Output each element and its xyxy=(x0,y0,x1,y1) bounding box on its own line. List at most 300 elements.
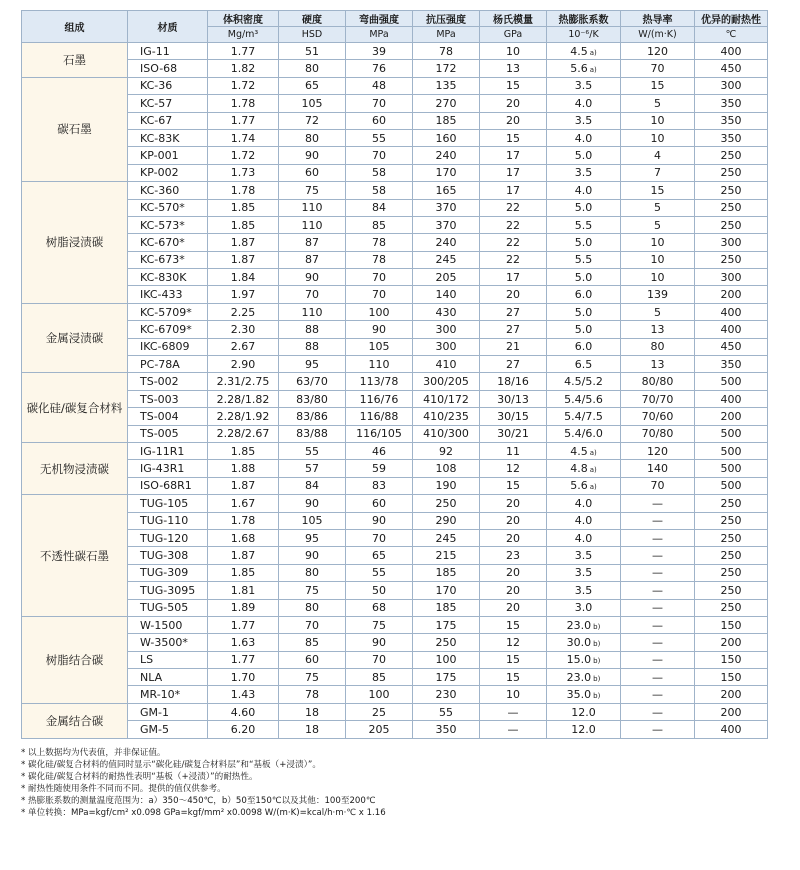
cell-value: 15 xyxy=(506,618,520,632)
cell-value: 300 xyxy=(720,79,742,93)
cell-value: 5.0 xyxy=(574,149,593,163)
cell-thermal-expansion xyxy=(547,182,621,199)
cell-flexural-strength xyxy=(346,669,413,686)
cell-bulk-density xyxy=(208,512,279,529)
cell-thermal-conductivity xyxy=(621,721,695,738)
cell-grade xyxy=(128,564,208,581)
cell-value: 185 xyxy=(435,566,457,580)
cell-compressive-strength xyxy=(413,495,480,512)
cell-value: KC-6709* xyxy=(140,322,192,336)
cell-value: 60 xyxy=(372,114,386,128)
cell-value: 4.0 xyxy=(574,514,593,528)
cell-compressive-strength xyxy=(413,669,480,686)
table-row xyxy=(22,425,768,442)
cell-flexural-strength xyxy=(346,234,413,251)
cell-value: 80 xyxy=(305,131,319,145)
cell-value: 80 xyxy=(650,340,665,354)
cell-compressive-strength xyxy=(413,60,480,77)
cell-hardness xyxy=(279,286,346,303)
cell-grade xyxy=(128,147,208,164)
cell-value: 3.5 xyxy=(574,549,593,563)
cell-thermal-conductivity xyxy=(621,60,695,77)
cell-youngs-modulus xyxy=(480,512,547,529)
unit-compressive-strength: MPa xyxy=(413,27,480,43)
table-row xyxy=(22,477,768,494)
cell-youngs-modulus xyxy=(480,442,547,459)
cell-youngs-modulus xyxy=(480,234,547,251)
cell-value: 2.67 xyxy=(230,340,256,354)
cell-thermal-expansion xyxy=(547,95,621,112)
cell-value: KC-830K xyxy=(140,270,187,284)
cell-value: 500 xyxy=(720,462,742,476)
cell-value: 83/88 xyxy=(296,427,328,441)
cell-value: KP-002 xyxy=(140,166,179,180)
cell-value: 410/172 xyxy=(423,392,469,406)
footnotes xyxy=(21,747,386,819)
cell-value: — xyxy=(507,705,519,719)
range-footnote-marker: a) xyxy=(589,48,597,57)
table-row xyxy=(22,686,768,703)
cell-thermal-expansion xyxy=(547,129,621,146)
cell-value: 10 xyxy=(506,688,520,702)
cell-value: — xyxy=(652,653,663,667)
cell-value: 300/205 xyxy=(423,375,469,389)
table-row xyxy=(22,43,768,60)
cell-value: 4 xyxy=(654,149,661,163)
cell-thermal-conductivity xyxy=(621,669,695,686)
cell-grade xyxy=(128,77,208,94)
cell-thermal-expansion xyxy=(547,495,621,512)
cell-value: 78 xyxy=(439,44,453,58)
cell-value: 300 xyxy=(435,340,457,354)
cell-thermal-conductivity xyxy=(621,512,695,529)
cell-value: 172 xyxy=(435,62,457,76)
cell-grade xyxy=(128,95,208,112)
cell-thermal-expansion xyxy=(547,512,621,529)
cell-value: KC-670* xyxy=(140,235,185,249)
cell-value: KC-360 xyxy=(140,183,180,197)
cell-value: 165 xyxy=(435,183,457,197)
cell-value: 70 xyxy=(372,270,386,284)
table-row xyxy=(22,216,768,233)
cell-flexural-strength xyxy=(346,721,413,738)
cell-hardness xyxy=(279,216,346,233)
cell-compressive-strength xyxy=(413,442,480,459)
cell-heat-resistance xyxy=(695,303,768,320)
cell-value: 70 xyxy=(305,618,319,632)
cell-value: 1.87 xyxy=(230,253,256,267)
cell-value: 410/300 xyxy=(423,427,469,441)
cell-value: 1.74 xyxy=(230,131,256,145)
cell-hardness xyxy=(279,442,346,459)
header-row xyxy=(22,11,768,27)
cell-heat-resistance xyxy=(695,564,768,581)
cell-flexural-strength xyxy=(346,182,413,199)
cell-value: 350 xyxy=(720,357,742,371)
cell-hardness xyxy=(279,651,346,668)
cell-value: 20 xyxy=(506,288,520,302)
cell-value: 2.31/2.75 xyxy=(216,375,270,389)
cell-heat-resistance xyxy=(695,182,768,199)
cell-hardness xyxy=(279,425,346,442)
col-header-bulk-density: 体积密度 xyxy=(208,11,279,27)
cell-value: 1.78 xyxy=(230,96,256,110)
cell-grade xyxy=(128,599,208,616)
cell-value: 3.5 xyxy=(574,583,593,597)
cell-flexural-strength xyxy=(346,199,413,216)
cell-value: 1.87 xyxy=(230,549,256,563)
cell-value: 1.70 xyxy=(230,670,256,684)
cell-bulk-density xyxy=(208,269,279,286)
cell-heat-resistance xyxy=(695,599,768,616)
range-footnote-marker: a) xyxy=(589,466,597,475)
cell-thermal-conductivity xyxy=(621,425,695,442)
cell-value: 250 xyxy=(720,601,742,615)
cell-bulk-density xyxy=(208,582,279,599)
table-row xyxy=(22,390,768,407)
cell-heat-resistance xyxy=(695,129,768,146)
cell-grade xyxy=(128,199,208,216)
footnote-line: * 热膨胀系数的测量温度范围为：a）350～450℃，b）50至150℃以及其他：100至200℃ xyxy=(21,796,376,806)
cell-thermal-expansion xyxy=(547,112,621,129)
table-row xyxy=(22,721,768,738)
cell-heat-resistance xyxy=(695,634,768,651)
cell-value: 15 xyxy=(650,183,665,197)
cell-thermal-expansion xyxy=(547,408,621,425)
footnote-line: * 耐热性随使用条件不同而不同。提供的值仅供参考。 xyxy=(21,784,226,794)
cell-value: 350 xyxy=(435,722,457,736)
cell-bulk-density xyxy=(208,651,279,668)
cell-hardness xyxy=(279,321,346,338)
table-row xyxy=(22,251,768,268)
cell-value: 2.25 xyxy=(230,305,256,319)
cell-value: 4.5 xyxy=(570,444,588,458)
cell-value: 120 xyxy=(647,44,668,58)
cell-value: 2.30 xyxy=(230,322,256,336)
cell-value: TUG-105 xyxy=(140,496,189,510)
cell-value: 87 xyxy=(305,253,319,267)
cell-value: 12.0 xyxy=(571,722,596,736)
table-row xyxy=(22,286,768,303)
cell-bulk-density xyxy=(208,408,279,425)
cell-value: IG-11R1 xyxy=(140,444,185,458)
cell-value: 3.5 xyxy=(574,114,593,128)
cell-value: 1.85 xyxy=(230,444,256,458)
cell-value: — xyxy=(507,722,519,736)
cell-value: 18 xyxy=(305,722,319,736)
cell-compressive-strength xyxy=(413,512,480,529)
cell-value: 400 xyxy=(720,322,742,336)
table-row xyxy=(22,564,768,581)
cell-flexural-strength xyxy=(346,373,413,390)
cell-flexural-strength xyxy=(346,60,413,77)
cell-grade xyxy=(128,425,208,442)
cell-value: 230 xyxy=(435,688,457,702)
cell-thermal-expansion xyxy=(547,599,621,616)
col-header-thermal-expansion: 热膨胀系数 xyxy=(547,11,621,27)
cell-value: 5.4/6.0 xyxy=(564,427,603,441)
cell-youngs-modulus xyxy=(480,373,547,390)
cell-compressive-strength xyxy=(413,460,480,477)
cell-value: 5.0 xyxy=(574,322,593,336)
cell-youngs-modulus xyxy=(480,338,547,355)
cell-flexural-strength xyxy=(346,129,413,146)
cell-hardness xyxy=(279,338,346,355)
cell-youngs-modulus xyxy=(480,251,547,268)
cell-value: 27 xyxy=(506,305,520,319)
cell-value: 245 xyxy=(435,531,457,545)
cell-hardness xyxy=(279,234,346,251)
cell-value: 72 xyxy=(305,114,319,128)
cell-heat-resistance xyxy=(695,616,768,633)
cell-flexural-strength xyxy=(346,112,413,129)
cell-hardness xyxy=(279,43,346,60)
table-row xyxy=(22,112,768,129)
cell-value: 3.5 xyxy=(574,566,593,580)
cell-value: 65 xyxy=(305,79,319,93)
cell-value: 75 xyxy=(305,583,319,597)
cell-value: 15 xyxy=(650,79,665,93)
cell-value: 139 xyxy=(647,288,668,302)
cell-value: 27 xyxy=(506,357,520,371)
cell-value: 13 xyxy=(650,357,665,371)
cell-value: 116/76 xyxy=(359,392,399,406)
cell-value: IKC-6809 xyxy=(140,340,190,354)
cell-value: 5.0 xyxy=(574,305,593,319)
table-row xyxy=(22,164,768,181)
cell-value: 4.5/5.2 xyxy=(564,375,603,389)
cell-grade xyxy=(128,112,208,129)
cell-hardness xyxy=(279,60,346,77)
cell-value: 450 xyxy=(720,62,742,76)
cell-value: 410/235 xyxy=(423,409,469,423)
table-row xyxy=(22,495,768,512)
cell-value: 3.5 xyxy=(574,166,593,180)
cell-grade xyxy=(128,495,208,512)
cell-value: 370 xyxy=(435,218,457,232)
cell-heat-resistance xyxy=(695,390,768,407)
cell-value: 400 xyxy=(720,305,742,319)
cell-heat-resistance xyxy=(695,495,768,512)
cell-bulk-density xyxy=(208,564,279,581)
cell-value: 250 xyxy=(720,583,742,597)
cell-value: 1.77 xyxy=(230,653,256,667)
cell-value: ISO-68R1 xyxy=(140,479,192,493)
cell-flexural-strength xyxy=(346,477,413,494)
group-label: 树脂浸渍碳 xyxy=(22,182,128,304)
cell-grade xyxy=(128,512,208,529)
cell-grade xyxy=(128,303,208,320)
cell-thermal-conductivity xyxy=(621,547,695,564)
cell-compressive-strength xyxy=(413,251,480,268)
cell-value: 80 xyxy=(305,601,319,615)
cell-compressive-strength xyxy=(413,373,480,390)
table-row xyxy=(22,95,768,112)
cell-value: 105 xyxy=(368,340,390,354)
cell-compressive-strength xyxy=(413,216,480,233)
cell-value: 60 xyxy=(372,496,386,510)
cell-value: 105 xyxy=(301,514,323,528)
cell-bulk-density xyxy=(208,286,279,303)
cell-bulk-density xyxy=(208,321,279,338)
table-row xyxy=(22,338,768,355)
cell-youngs-modulus xyxy=(480,651,547,668)
cell-value: 240 xyxy=(435,149,457,163)
cell-value: 15 xyxy=(506,653,520,667)
cell-youngs-modulus xyxy=(480,564,547,581)
cell-flexural-strength xyxy=(346,512,413,529)
group-label: 金属结合碳 xyxy=(22,703,128,738)
cell-value: 70 xyxy=(372,288,386,302)
cell-value: W-3500* xyxy=(140,635,188,649)
cell-bulk-density xyxy=(208,373,279,390)
table-row xyxy=(22,529,768,546)
cell-value: TUG-120 xyxy=(140,531,189,545)
table-row xyxy=(22,616,768,633)
cell-youngs-modulus xyxy=(480,95,547,112)
cell-value: 5.6 xyxy=(570,62,588,76)
cell-value: W-1500 xyxy=(140,618,183,632)
cell-grade xyxy=(128,408,208,425)
cell-value: 170 xyxy=(435,583,457,597)
cell-thermal-conductivity xyxy=(621,269,695,286)
cell-value: TUG-110 xyxy=(140,514,189,528)
cell-value: 78 xyxy=(372,253,386,267)
cell-bulk-density xyxy=(208,460,279,477)
cell-value: 6.0 xyxy=(574,288,593,302)
cell-bulk-density xyxy=(208,147,279,164)
cell-thermal-expansion xyxy=(547,356,621,373)
cell-heat-resistance xyxy=(695,460,768,477)
cell-thermal-expansion xyxy=(547,164,621,181)
cell-grade xyxy=(128,721,208,738)
cell-value: 55 xyxy=(372,131,386,145)
cell-value: 4.0 xyxy=(574,131,593,145)
cell-bulk-density xyxy=(208,95,279,112)
cell-value: 1.89 xyxy=(230,601,256,615)
cell-thermal-conductivity xyxy=(621,634,695,651)
cell-heat-resistance xyxy=(695,95,768,112)
cell-youngs-modulus xyxy=(480,164,547,181)
cell-grade xyxy=(128,286,208,303)
cell-heat-resistance xyxy=(695,669,768,686)
cell-heat-resistance xyxy=(695,164,768,181)
cell-value: 500 xyxy=(720,444,742,458)
cell-value: — xyxy=(652,566,663,580)
cell-thermal-expansion xyxy=(547,321,621,338)
cell-youngs-modulus xyxy=(480,286,547,303)
cell-thermal-conductivity xyxy=(621,390,695,407)
cell-flexural-strength xyxy=(346,77,413,94)
cell-thermal-expansion xyxy=(547,234,621,251)
cell-hardness xyxy=(279,373,346,390)
cell-compressive-strength xyxy=(413,199,480,216)
cell-flexural-strength xyxy=(346,442,413,459)
cell-bulk-density xyxy=(208,164,279,181)
table-row xyxy=(22,442,768,459)
cell-thermal-expansion xyxy=(547,390,621,407)
cell-youngs-modulus xyxy=(480,147,547,164)
footnote-line: * 碳化硅/碳复合材料的值同时显示“碳化硅/碳复合材料层”和“基板（+浸渍）”。 xyxy=(21,760,321,770)
cell-youngs-modulus xyxy=(480,460,547,477)
cell-flexural-strength xyxy=(346,303,413,320)
cell-value: 105 xyxy=(301,96,323,110)
footnote-line: * 碳化硅/碳复合材料的耐热性表明“基板（+浸渍）”的耐热性。 xyxy=(21,772,258,782)
cell-compressive-strength xyxy=(413,147,480,164)
cell-value: 17 xyxy=(506,166,520,180)
cell-value: 70 xyxy=(372,96,386,110)
cell-hardness xyxy=(279,512,346,529)
cell-value: 1.85 xyxy=(230,201,256,215)
cell-value: 83 xyxy=(372,479,386,493)
cell-heat-resistance xyxy=(695,112,768,129)
cell-hardness xyxy=(279,477,346,494)
cell-value: 20 xyxy=(506,514,520,528)
cell-thermal-conductivity xyxy=(621,251,695,268)
cell-bulk-density xyxy=(208,182,279,199)
cell-thermal-conductivity xyxy=(621,651,695,668)
cell-value: 70/60 xyxy=(641,409,674,423)
cell-heat-resistance xyxy=(695,425,768,442)
footnote-line: * 以上数据均为代表值，并非保证值。 xyxy=(21,748,166,758)
cell-thermal-expansion xyxy=(547,703,621,720)
cell-value: — xyxy=(652,618,663,632)
cell-value: 90 xyxy=(305,549,319,563)
cell-value: 500 xyxy=(720,479,742,493)
cell-flexural-strength xyxy=(346,95,413,112)
cell-hardness xyxy=(279,616,346,633)
cell-thermal-expansion xyxy=(547,616,621,633)
col-header-hardness: 硬度 xyxy=(279,11,346,27)
cell-value: 190 xyxy=(435,479,457,493)
cell-value: 200 xyxy=(720,288,742,302)
cell-hardness xyxy=(279,112,346,129)
cell-value: 250 xyxy=(720,166,742,180)
cell-flexural-strength xyxy=(346,529,413,546)
col-header-youngs-modulus: 杨氏模量 xyxy=(480,11,547,27)
cell-value: 4.0 xyxy=(574,96,593,110)
cell-value: 5.5 xyxy=(574,218,593,232)
cell-compressive-strength xyxy=(413,425,480,442)
table-row xyxy=(22,60,768,77)
cell-value: 370 xyxy=(435,201,457,215)
cell-value: 13 xyxy=(506,62,520,76)
cell-grade xyxy=(128,60,208,77)
cell-flexural-strength xyxy=(346,495,413,512)
cell-value: — xyxy=(652,531,663,545)
cell-value: 20 xyxy=(506,496,520,510)
cell-grade xyxy=(128,460,208,477)
cell-value: 250 xyxy=(720,201,742,215)
table-row xyxy=(22,234,768,251)
cell-thermal-expansion xyxy=(547,529,621,546)
cell-flexural-strength xyxy=(346,599,413,616)
cell-youngs-modulus xyxy=(480,216,547,233)
cell-thermal-conductivity xyxy=(621,477,695,494)
cell-value: 1.81 xyxy=(230,583,256,597)
cell-value: 350 xyxy=(720,96,742,110)
cell-value: 90 xyxy=(305,149,319,163)
cell-value: 4.0 xyxy=(574,531,593,545)
cell-value: 5.6 xyxy=(570,479,588,493)
cell-heat-resistance xyxy=(695,60,768,77)
cell-value: 140 xyxy=(647,462,668,476)
cell-value: 50 xyxy=(372,583,386,597)
cell-hardness xyxy=(279,164,346,181)
cell-value: KC-673* xyxy=(140,253,185,267)
cell-value: GM-1 xyxy=(140,705,169,719)
cell-value: 200 xyxy=(720,635,742,649)
